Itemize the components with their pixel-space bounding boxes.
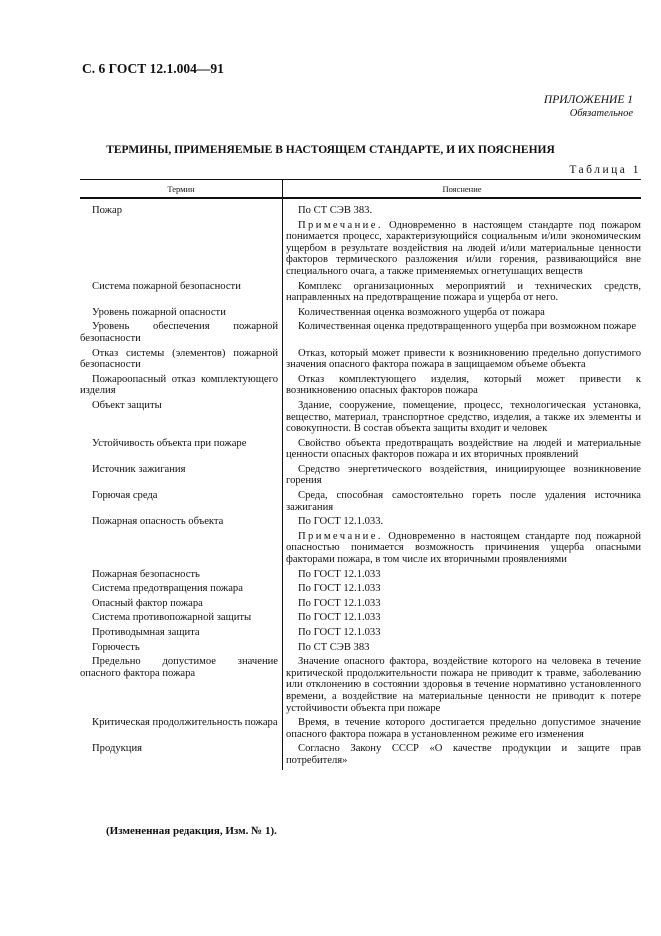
explanation-text: Значение опасного фактора, воздействие которого на человека в течение критической продолжительности пожара не приводит к травме, заболеванию или отклонению в состоянии здоровья в течение нормативно установленного времени, а воздействие на материальные ценности не приводит к потере устойчивости объекта при пожаре: [286, 656, 641, 714]
term-cell: Пожароопасный отказ комплектующего изделия: [80, 372, 283, 398]
explanation-text: По ГОСТ 12.1.033: [298, 627, 381, 638]
explanation-text: По ГОСТ 12.1.033: [298, 612, 381, 624]
note-paragraph: [286, 531, 641, 566]
table-row: [80, 596, 641, 611]
term-cell: Устойчивость объекта при пожаре: [80, 436, 283, 462]
term-cell: Противодымная защита: [80, 625, 283, 640]
explanation-cell: [283, 625, 641, 640]
explanation-cell: [283, 715, 641, 741]
table-row: [80, 398, 641, 436]
table-row: [80, 581, 641, 596]
table-row: [80, 625, 641, 640]
term-cell: Горючая среда: [80, 488, 283, 514]
explanation-cell: [283, 610, 641, 625]
table-row: [80, 305, 641, 320]
appendix-block: [544, 94, 633, 120]
term-cell: Пожар: [80, 199, 283, 279]
document-title: ТЕРМИНЫ, ПРИМЕНЯЕМЫЕ В НАСТОЯЩЕМ СТАНДАРТЕ, И ИХ ПОЯСНЕНИЯ: [106, 144, 555, 156]
explanation-cell: [283, 305, 641, 320]
table-row: [80, 199, 641, 279]
term-cell: Источник зажигания: [80, 462, 283, 488]
explanation-cell: [283, 596, 641, 611]
explanation-cell: [283, 462, 641, 488]
table-row: [80, 346, 641, 372]
note-text: Одновременно в настоящем стандарте под пожарной опасностью понимается возможность причинения ущерба опасными факторами пожара, в том числе их вторичными проявлениями: [286, 530, 641, 566]
revision-note: (Измененная редакция, Изм. № 1).: [106, 825, 277, 837]
note-text: Одновременно в настоящем стандарте под пожаром понимается процесс, характеризующийся социальным и/или экономическим ущербом в результате воздействия на людей и/или материальные ценности факторов термического разложения и/или горения, развивающийся вне специального очага, а также применяемых огнетушащих веществ: [286, 219, 641, 277]
explanation-cell: [283, 640, 641, 655]
appendix-status: Обязательное: [569, 108, 633, 119]
explanation-cell: [283, 372, 641, 398]
explanation-cell: [283, 654, 641, 715]
table-header: [80, 180, 641, 199]
explanation-text: Время, в течение которого достигается предельно допустимое значение опасного фактора пожара в установленном режиме его изменения: [286, 717, 641, 740]
explanation-text: Согласно Закону СССР «О качестве продукции и защите прав потребителя»: [286, 743, 641, 766]
explanation-cell: [283, 741, 641, 769]
term-cell: Продукция: [80, 741, 283, 769]
term-cell: Критическая продолжительность пожара: [80, 715, 283, 741]
table-row: [80, 567, 641, 582]
explanation-text: Количественная оценка возможного ущерба от пожара: [298, 306, 545, 318]
explanation-cell: [283, 567, 641, 582]
explanation-text: По ГОСТ 12.1.033: [298, 583, 381, 595]
table-row: [80, 279, 641, 305]
explanation-cell: [283, 488, 641, 514]
term-cell: Объект защиты: [80, 398, 283, 436]
terms-table: [80, 179, 641, 770]
note-label: Примечание.: [298, 530, 383, 542]
appendix-label: ПРИЛОЖЕНИЕ 1: [543, 94, 633, 106]
table-body: [80, 199, 641, 770]
table-row: [80, 436, 641, 462]
explanation-text: Здание, сооружение, помещение, процесс, технологическая установка, вещество, материал, транспортное средство, изделия, а также их элементы и совокупности. В состав объекта защиты входит и человек: [286, 399, 641, 435]
term-cell: Уровень пожарной опасности: [80, 305, 283, 320]
table-row: [80, 488, 641, 514]
explanation-cell: [283, 199, 641, 279]
table-row: [80, 715, 641, 741]
term-cell: Опасный фактор пожара: [80, 596, 283, 611]
table-row: [80, 319, 641, 345]
term-cell: Система противопожарной защиты: [80, 610, 283, 625]
explanation-text: Среда, способная самостоятельно гореть после удаления источника зажигания: [286, 490, 641, 513]
note-paragraph: [286, 220, 641, 278]
table-row: [80, 372, 641, 398]
explanation-cell: [283, 346, 641, 372]
table-row: [80, 610, 641, 625]
explanation-text: Отказ комплектующего изделия, который может привести к возникновению опасных факторов пожара: [286, 373, 641, 397]
explanation-cell: [283, 436, 641, 462]
explanation-text: Свойство объекта предотвращать воздействие на людей и материальные ценности опасных факторов пожара и их вторичных проявлений: [286, 437, 641, 461]
table-label: Таблица 1: [569, 164, 641, 176]
table-row: [80, 462, 641, 488]
table-row: [80, 514, 641, 566]
term-cell: Горючесть: [80, 640, 283, 655]
explanation-cell: [283, 319, 641, 345]
term-cell: Система предотвращения пожара: [80, 581, 283, 596]
column-header-term: Термин: [80, 180, 283, 197]
explanation-text: По СТ СЭВ 383: [298, 641, 370, 653]
explanation-cell: [283, 581, 641, 596]
column-header-explanation: Пояснение: [442, 183, 482, 194]
term-cell: Пожарная опасность объекта: [80, 514, 283, 566]
explanation-text: Комплекс организационных мероприятий и технических средств, направленных на предотвращение пожара и ущерба от него.: [286, 280, 641, 304]
explanation-cell: [283, 514, 641, 566]
explanation-text: По ГОСТ 12.1.033: [298, 597, 381, 609]
explanation-text: По СТ СЭВ 383.: [298, 205, 373, 216]
page-header: С. 6 ГОСТ 12.1.004—91: [82, 61, 224, 76]
explanation-text: По ГОСТ 12.1.033.: [298, 516, 384, 528]
term-cell: Уровень обеспечения пожарной безопасности: [80, 319, 283, 345]
explanation-cell: [283, 398, 641, 436]
table-row: [80, 640, 641, 655]
table-row: [80, 741, 641, 769]
term-cell: Предельно допустимое значение опасного фактора пожара: [80, 654, 283, 715]
explanation-text: По ГОСТ 12.1.033: [298, 568, 381, 580]
table-row: [80, 654, 641, 715]
term-cell: Отказ системы (элементов) пожарной безопасности: [80, 346, 283, 372]
term-cell: Пожарная безопасность: [80, 567, 283, 582]
explanation-text: Отказ, который может привести к возникновению предельно допустимого значения опасного фактора пожара в защищаемом объеме объекта: [286, 347, 641, 371]
explanation-text: Средство энергетического воздействия, инициирующее возникновение горения: [286, 463, 641, 487]
note-label: Примечание.: [298, 219, 383, 231]
term-cell: Система пожарной безопасности: [80, 279, 283, 305]
explanation-text: Количественная оценка предотвращенного ущерба при возможном пожаре: [298, 321, 637, 333]
explanation-cell: [283, 279, 641, 305]
